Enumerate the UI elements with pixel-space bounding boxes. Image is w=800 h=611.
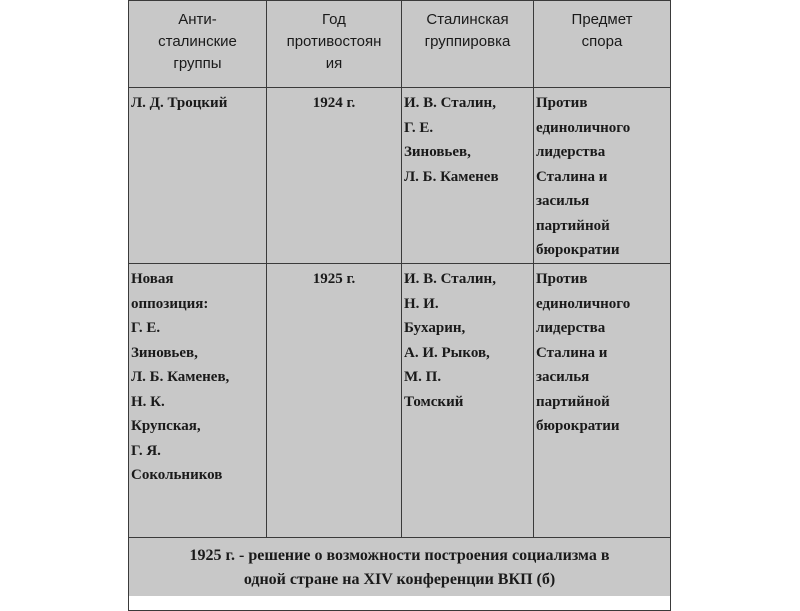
header-line: ия xyxy=(325,55,343,72)
header-subject xyxy=(534,1,671,88)
cell-line: 1924 г. xyxy=(312,95,356,111)
header-line: Предмет xyxy=(571,11,633,28)
cell-line: Томский xyxy=(404,393,464,410)
footer-line: 1925 г. - решение о возможности построения социализма в xyxy=(189,547,610,564)
cell-line: бюрократии xyxy=(536,418,620,434)
footer-line: одной стране на XIV конференции ВКП (б) xyxy=(243,571,556,588)
header-line: группировка xyxy=(424,33,511,50)
cell-line: партийной xyxy=(536,217,610,234)
cell-line: Зиновьев, xyxy=(131,344,198,361)
table-container xyxy=(128,0,670,596)
stalin-group-cell xyxy=(402,88,534,264)
cell-line: Против xyxy=(536,95,588,111)
opposition-table xyxy=(128,0,671,611)
header-line: сталинские xyxy=(158,33,237,50)
cell-line: Новая xyxy=(131,271,174,287)
cell-line: оппозиция: xyxy=(131,295,209,312)
cell-line: Н. К. xyxy=(131,393,165,410)
header-year xyxy=(267,1,402,88)
header-line: Анти- xyxy=(178,11,217,28)
year-cell xyxy=(267,264,402,538)
header-line: группы xyxy=(173,55,222,72)
cell-line: единоличного xyxy=(536,295,631,312)
cell-line: Л. Д. Троцкий xyxy=(131,95,228,111)
table-row xyxy=(129,88,671,264)
subject-cell xyxy=(534,264,671,538)
header-line: Сталинская xyxy=(426,11,509,28)
cell-line: лидерства xyxy=(536,144,606,160)
cell-line: единоличного xyxy=(536,119,631,136)
header-line: Год xyxy=(322,11,346,28)
opposition-cell xyxy=(129,88,267,264)
header-row xyxy=(129,1,671,88)
header-anti-stalin-groups xyxy=(129,1,267,88)
cell-line: лидерства xyxy=(536,320,606,336)
cell-line: бюрократии xyxy=(536,242,620,258)
cell-line: Г. Я. xyxy=(131,442,161,459)
cell-line: Против xyxy=(536,271,588,287)
header-line: спора xyxy=(581,33,623,50)
header-stalin-group xyxy=(402,1,534,88)
cell-line: Зиновьев, xyxy=(404,144,471,160)
cell-line: И. В. Сталин, xyxy=(404,95,496,111)
opposition-cell xyxy=(129,264,267,538)
cell-line: Н. И. xyxy=(404,295,439,312)
stalin-group-cell xyxy=(402,264,534,538)
cell-line: засилья xyxy=(536,369,590,385)
cell-line: партийной xyxy=(536,393,610,410)
cell-line: Сокольников xyxy=(131,467,223,483)
cell-line: Г. Е. xyxy=(131,320,161,336)
subject-cell xyxy=(534,88,671,264)
cell-line: засилья xyxy=(536,193,590,209)
header-line: противостоян xyxy=(286,33,382,50)
cell-line: 1925 г. xyxy=(312,271,356,287)
cell-line: Сталина и xyxy=(536,344,608,361)
cell-line: Крупская, xyxy=(131,418,201,434)
cell-line: А. И. Рыков, xyxy=(404,344,490,361)
cell-line: Л. Б. Каменев, xyxy=(131,369,230,385)
cell-line: Бухарин, xyxy=(404,320,466,336)
cell-line: Л. Б. Каменев xyxy=(404,168,499,185)
cell-line: М. П. xyxy=(404,369,442,385)
year-cell xyxy=(267,88,402,264)
cell-line: И. В. Сталин, xyxy=(404,271,496,287)
table-row xyxy=(129,264,671,538)
cell-line: Г. Е. xyxy=(404,119,434,136)
cell-line: Сталина и xyxy=(536,168,608,185)
